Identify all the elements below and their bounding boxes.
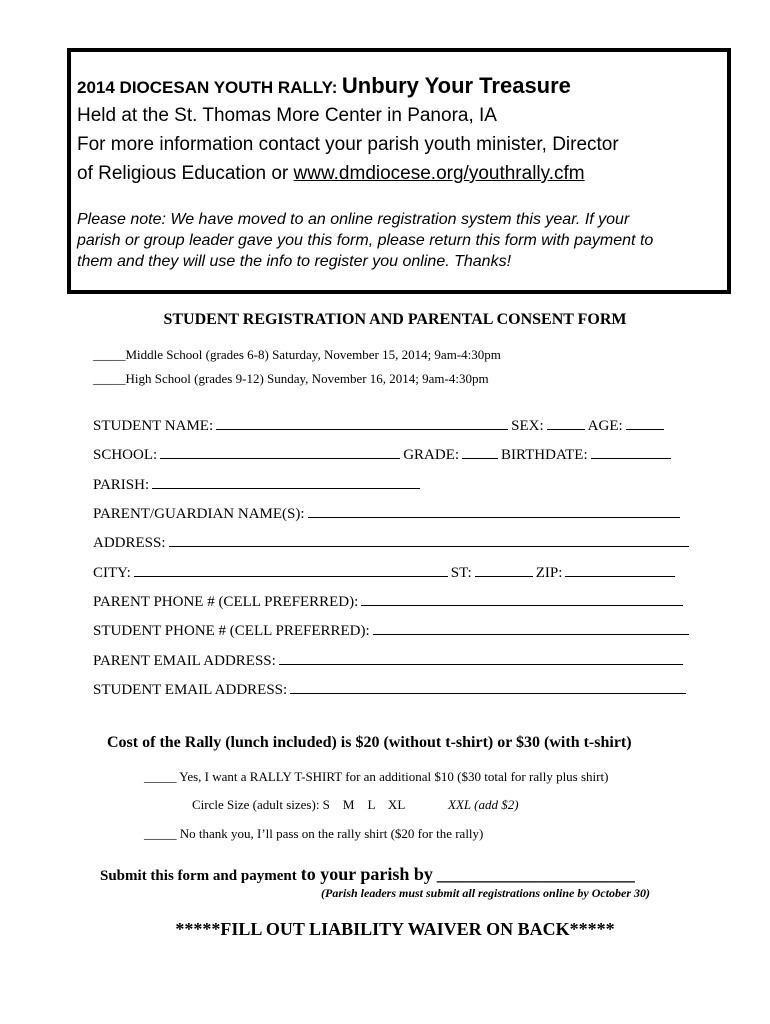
form-title: STUDENT REGISTRATION AND PARENTAL CONSENT FORM bbox=[163, 311, 627, 328]
address-label: ADDRESS: bbox=[93, 535, 166, 551]
student-email-field[interactable] bbox=[290, 679, 686, 694]
student-email-label: STUDENT EMAIL ADDRESS: bbox=[93, 682, 288, 698]
row-parent-email bbox=[93, 650, 686, 670]
student-phone-field[interactable] bbox=[373, 620, 689, 635]
age-field[interactable] bbox=[626, 415, 664, 430]
tshirt-yes-option[interactable]: _____ Yes, I want a RALLY T-SHIRT for an additional $10 ($30 total for rally plus shirt) bbox=[144, 769, 609, 784]
parish-field[interactable] bbox=[152, 474, 420, 489]
submit-note: (Parish leaders must submit all registrations online by October 30) bbox=[321, 886, 651, 900]
row-parish bbox=[93, 474, 423, 494]
row-school bbox=[93, 444, 674, 464]
parent-names-label: PARENT/GUARDIAN NAME(S): bbox=[93, 506, 305, 522]
student-name-field[interactable] bbox=[216, 415, 508, 430]
zip-field[interactable] bbox=[565, 562, 675, 577]
note-line-3: them and they will use the info to register you online. Thanks! bbox=[77, 253, 512, 270]
zip-label: ZIP: bbox=[535, 565, 563, 581]
student-phone-label: STUDENT PHONE # (CELL PREFERRED): bbox=[93, 623, 370, 639]
row-student-email bbox=[93, 679, 689, 699]
cost-headline: Cost of the Rally (lunch included) is $20 (without t-shirt) or $30 (with t-shirt) bbox=[107, 734, 632, 751]
parent-phone-field[interactable] bbox=[361, 591, 683, 606]
size-options[interactable]: Circle Size (adult sizes): S M L XL bbox=[192, 797, 405, 812]
session-high-school[interactable]: _____High School (grades 9-12) Sunday, November 16, 2014; 9am-4:30pm bbox=[93, 371, 489, 386]
submit-line bbox=[100, 864, 635, 885]
rally-title bbox=[77, 73, 571, 99]
contact-line-2 bbox=[77, 163, 585, 185]
birthdate-field[interactable] bbox=[591, 444, 671, 459]
row-student-name bbox=[93, 415, 667, 435]
submit-label-a: Submit this form and payment bbox=[100, 868, 297, 884]
parent-names-field[interactable] bbox=[308, 503, 680, 518]
row-parent-phone bbox=[93, 591, 686, 611]
parent-email-field[interactable] bbox=[279, 650, 683, 665]
city-label: CITY: bbox=[93, 565, 131, 581]
grade-field[interactable] bbox=[462, 444, 498, 459]
size-row bbox=[192, 797, 519, 813]
school-label: SCHOOL: bbox=[93, 447, 158, 463]
birthdate-label: BIRTHDATE: bbox=[501, 447, 588, 463]
rally-theme: Unbury Your Treasure bbox=[341, 73, 571, 98]
address-field[interactable] bbox=[169, 532, 689, 547]
parish-label: PARISH: bbox=[93, 477, 150, 493]
location-line: Held at the St. Thomas More Center in Panora, IA bbox=[77, 105, 497, 126]
size-xxl-option[interactable]: XXL (add $2) bbox=[448, 797, 519, 812]
age-label: AGE: bbox=[587, 418, 623, 434]
note-line-2: parish or group leader gave you this form, please return this form with payment to bbox=[77, 232, 654, 249]
submit-label-b: to your parish by bbox=[300, 864, 433, 884]
submit-deadline-blank[interactable]: ______________________ bbox=[436, 864, 635, 884]
contact-line-2-prefix: of Religious Education or bbox=[77, 163, 289, 184]
tshirt-no-option[interactable]: _____ No thank you, I’ll pass on the rally shirt ($20 for the rally) bbox=[144, 826, 484, 841]
grade-label: GRADE: bbox=[403, 447, 460, 463]
student-name-label: STUDENT NAME: bbox=[93, 418, 214, 434]
row-student-phone bbox=[93, 620, 692, 640]
rally-prefix: 2014 DIOCESAN YOUTH RALLY: bbox=[77, 78, 338, 97]
session-middle-school[interactable]: _____Middle School (grades 6-8) Saturday, November 15, 2014; 9am-4:30pm bbox=[93, 347, 501, 362]
row-parent-names bbox=[93, 503, 683, 523]
sex-field[interactable] bbox=[547, 415, 585, 430]
waiver-notice: *****FILL OUT LIABILITY WAIVER ON BACK***** bbox=[175, 919, 615, 939]
note-line-1: Please note: We have moved to an online registration system this year. If your bbox=[77, 211, 630, 228]
st-field[interactable] bbox=[475, 562, 533, 577]
city-field[interactable] bbox=[134, 562, 448, 577]
school-field[interactable] bbox=[160, 444, 400, 459]
contact-line-1: For more information contact your parish youth minister, Director bbox=[77, 134, 619, 155]
st-label: ST: bbox=[450, 565, 472, 581]
parent-email-label: PARENT EMAIL ADDRESS: bbox=[93, 653, 276, 669]
parent-phone-label: PARENT PHONE # (CELL PREFERRED): bbox=[93, 594, 359, 610]
row-city bbox=[93, 562, 678, 582]
row-address bbox=[93, 532, 692, 552]
youthrally-link[interactable]: www.dmdiocese.org/youthrally.cfm bbox=[293, 163, 585, 184]
sex-label: SEX: bbox=[511, 418, 544, 434]
